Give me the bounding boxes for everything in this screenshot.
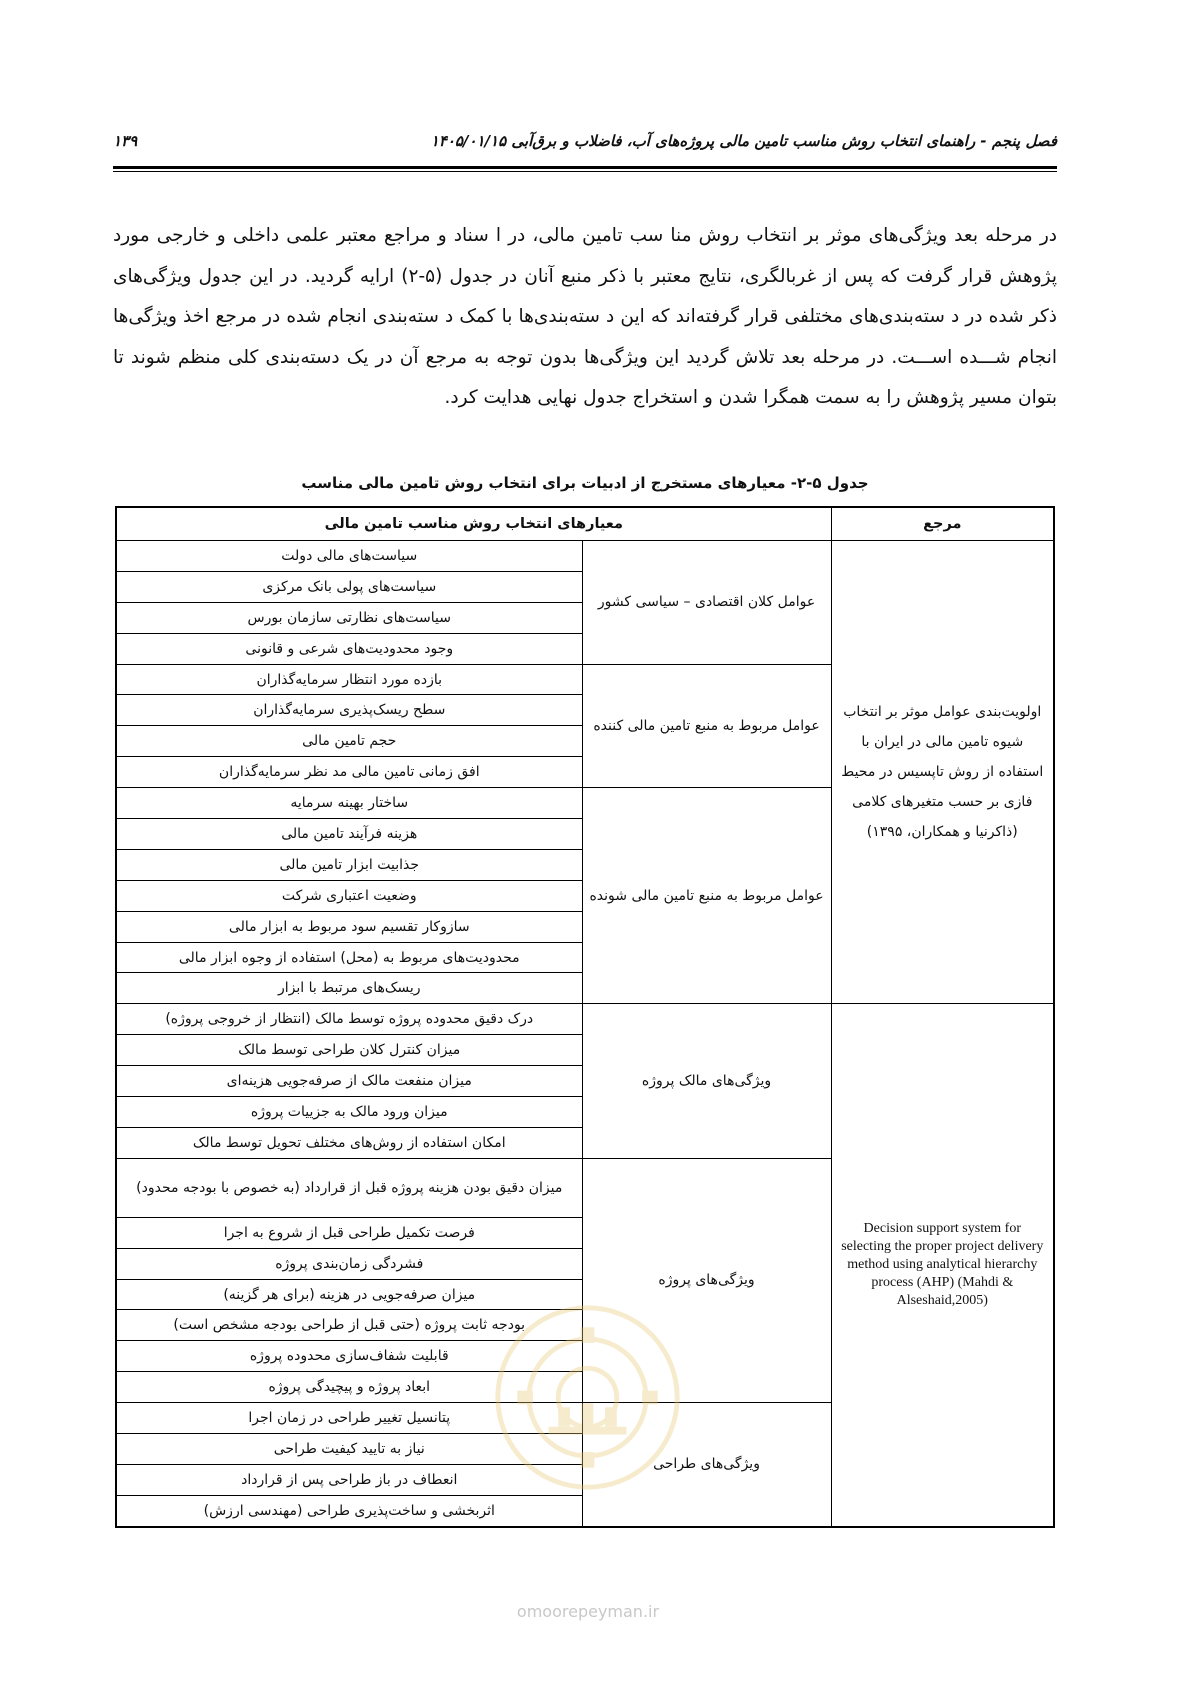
criterion-cell: حجم تامین مالی	[116, 726, 582, 757]
criterion-cell: سازوکار تقسیم سود مربوط به ابزار مالی	[116, 911, 582, 942]
table-row	[116, 541, 1054, 572]
header-reference: مرجع	[831, 507, 1054, 541]
watermark-url: omoorepeyman.ir	[516, 1602, 660, 1621]
criterion-cell: میزان ورود مالک به جزییات پروژه	[116, 1097, 582, 1128]
criterion-cell: سیاست‌های پولی بانک مرکزی	[116, 571, 582, 602]
criterion-cell: سیاست‌های مالی دولت	[116, 541, 582, 572]
table-caption: جدول ۵-۲- معیارهای مستخرج از ادبیات برای انتخاب روش تامین مالی مناسب	[301, 474, 869, 492]
header-criteria: معیارهای انتخاب روش مناسب تامین مالی	[116, 507, 831, 541]
criterion-cell: بودجه ثابت پروژه (حتی قبل از طراحی بودجه مشخص است)	[116, 1310, 582, 1341]
category-cell: عوامل مربوط به منبع تامین مالی کننده	[582, 664, 831, 788]
intro-paragraph: در مرحله بعد ویژگی‌های موثر بر انتخاب روش منا سب تامین مالی، در ا سناد و مراجع معتبر علمی داخلی و خارجی مورد پژوهش قرار گرفت که پس از غربالگری، نتایج معتبر با ذکر منبع آنان در جدول (۵-۲) ارایه گردید. در این جدول ویژگی‌های ذکر شده در د سته‌بندی‌های مختلفی قرار گرفته‌اند که این د سته‌بندی‌ها با کمک د سته‌بندی انجام شده در مرجع اخذ ویژگی‌ها انجام شـــده اســـت. در مرحله بعد تلاش گردید این ویژگی‌ها بدون توجه به مرجع آن در یک دسته‌بندی کلی منظم شوند تا بتوان مسیر پژوهش را به سمت همگرا شدن و استخراج جدول نهایی هدایت کرد.	[113, 225, 1057, 408]
criteria-table	[115, 506, 1055, 1528]
criterion-cell: امکان استفاده از روش‌های مختلف تحویل توسط مالک	[116, 1127, 582, 1158]
reference-text-en: Decision support system for selecting the proper project delivery method using analytical hierarchy process (AHP) (Mahdi & Alseshaid,2005)	[841, 1221, 1044, 1309]
category-cell: ویژگی‌های مالک پروژه	[582, 1004, 831, 1158]
criterion-cell: ساختار بهینه سرمایه	[116, 788, 582, 819]
criterion-cell: ابعاد پروژه و پیچیدگی پروژه	[116, 1372, 582, 1403]
reference-cell: اولویت‌بندی عوامل موثر بر انتخاب شیوه تامین مالی در ایران با استفاده از روش تاپسیس در محیط فازی بر حسب متغیرهای کلامی (ذاکرنیا و همکاران، ۱۳۹۵)	[831, 541, 1054, 1004]
criterion-cell: وضعیت اعتباری شرکت	[116, 880, 582, 911]
criterion-cell: افق زمانی تامین مالی مد نظر سرمایه‌گذاران	[116, 757, 582, 788]
criterion-cell: درک دقیق محدوده پروژه توسط مالک (انتظار از خروجی پروژه)	[116, 1004, 582, 1035]
table-header-row	[116, 507, 1054, 541]
category-cell: ویژگی‌های پروژه	[582, 1158, 831, 1402]
criterion-cell: سطح ریسک‌پذیری سرمایه‌گذاران	[116, 695, 582, 726]
criterion-cell: نیاز به تایید کیفیت طراحی	[116, 1434, 582, 1465]
category-cell: عوامل مربوط به منبع تامین مالی شونده	[582, 788, 831, 1004]
criterion-cell: بازده مورد انتظار سرمایه‌گذاران	[116, 664, 582, 695]
criterion-cell: سیاست‌های نظارتی سازمان بورس	[116, 602, 582, 633]
criterion-cell: انعطاف در باز طراحی پس از قرارداد	[116, 1464, 582, 1495]
table-row	[116, 1004, 1054, 1035]
criterion-cell: وجود محدودیت‌های شرعی و قانونی	[116, 633, 582, 664]
category-cell: عوامل کلان اقتصادی – سیاسی کشور	[582, 541, 831, 665]
criterion-cell: فرصت تکمیل طراحی قبل از شروع به اجرا	[116, 1217, 582, 1248]
criterion-cell: محدودیت‌های مربوط به (محل) استفاده از وجوه ابزار مالی	[116, 942, 582, 973]
criterion-cell: میزان کنترل کلان طراحی توسط مالک	[116, 1035, 582, 1066]
running-title: فصل پنجم - راهنمای انتخاب روش مناسب تامین مالی پروژه‌های آب، فاضلاب و برق‌آبی ۱۴۰۵/۰۱/۱۵	[430, 132, 1057, 150]
reference-cell	[831, 1004, 1054, 1527]
criterion-cell: فشردگی زمان‌بندی پروژه	[116, 1248, 582, 1279]
page-header	[113, 128, 1057, 162]
header-divider	[113, 166, 1057, 172]
criterion-cell: میزان دقیق بودن هزینه پروژه قبل از قرارداد (به خصوص با بودجه محدود)	[116, 1158, 582, 1217]
criterion-cell: قابلیت شفاف‌سازی محدوده پروژه	[116, 1341, 582, 1372]
criterion-cell: اثربخشی و ساخت‌پذیری طراحی (مهندسی ارزش)	[116, 1495, 582, 1526]
criterion-cell: میزان صرفه‌جویی در هزینه (برای هر گزینه)	[116, 1279, 582, 1310]
criterion-cell: جذابیت ابزار تامین مالی	[116, 849, 582, 880]
criterion-cell: هزینه فرآیند تامین مالی	[116, 819, 582, 850]
criterion-cell: پتانسیل تغییر طراحی در زمان اجرا	[116, 1403, 582, 1434]
criterion-cell: ریسک‌های مرتبط با ابزار	[116, 973, 582, 1004]
criterion-cell: میزان منفعت مالک از صرفه‌جویی هزینه‌ای	[116, 1066, 582, 1097]
category-cell: ویژگی‌های طراحی	[582, 1403, 831, 1527]
page-number: ۱۳۹	[113, 132, 138, 150]
